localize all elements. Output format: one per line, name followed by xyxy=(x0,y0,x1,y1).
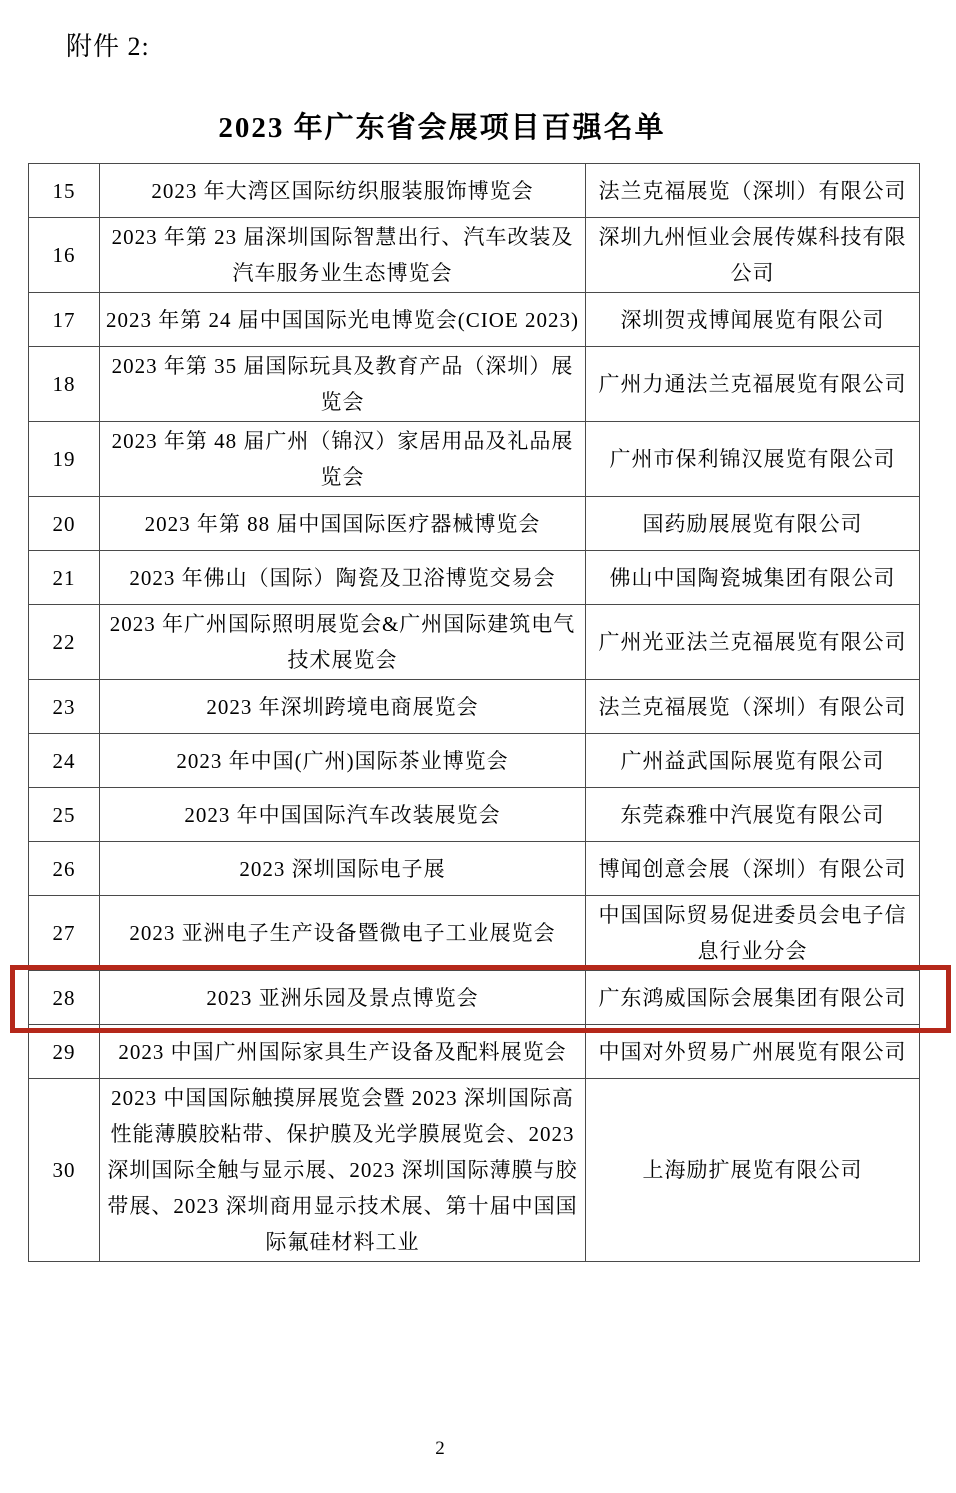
rank-cell: 17 xyxy=(29,293,100,346)
project-name-cell: 2023 年第 23 届深圳国际智慧出行、汽车改装及汽车服务业生态博览会 xyxy=(100,218,586,292)
table-row xyxy=(29,218,919,293)
organizer-cell: 博闻创意会展（深圳）有限公司 xyxy=(598,856,907,881)
table-row xyxy=(29,422,919,497)
table-row xyxy=(29,680,919,734)
rank-cell: 18 xyxy=(29,347,100,421)
project-name-cell: 2023 深圳国际电子展 xyxy=(100,842,586,895)
organizer-cell: 国药励展展览有限公司 xyxy=(642,511,863,536)
attachment-label: 附件 2: xyxy=(66,32,150,61)
project-name-cell: 2023 亚洲电子生产设备暨微电子工业展览会 xyxy=(100,896,586,970)
table-row xyxy=(29,347,919,422)
table-row xyxy=(29,1025,919,1079)
rank-cell: 28 xyxy=(29,971,100,1024)
project-name-cell: 2023 亚洲乐园及景点博览会 xyxy=(100,971,586,1024)
table-row xyxy=(29,293,919,347)
rank-cell: 27 xyxy=(29,896,100,970)
organizer-cell: 上海励扩展览有限公司 xyxy=(642,1158,863,1182)
organizer-cell: 东莞森雅中汽展览有限公司 xyxy=(620,802,885,827)
rank-cell: 22 xyxy=(29,605,100,679)
rank-cell: 20 xyxy=(29,497,100,550)
project-name-cell: 2023 中国广州国际家具生产设备及配料展览会 xyxy=(100,1025,586,1078)
table-row xyxy=(29,164,919,218)
organizer-cell: 中国对外贸易广州展览有限公司 xyxy=(598,1039,907,1064)
organizer-cell: 法兰克福展览（深圳）有限公司 xyxy=(598,694,907,719)
rank-cell: 15 xyxy=(29,164,100,217)
rank-cell: 21 xyxy=(29,551,100,604)
table-row xyxy=(29,734,919,788)
rank-table xyxy=(28,163,920,1262)
page-number: 2 xyxy=(435,1438,445,1459)
organizer-cell: 佛山中国陶瓷城集团有限公司 xyxy=(609,565,896,590)
organizer-cell: 广东鸿威国际会展集团有限公司 xyxy=(598,985,907,1010)
project-name-cell: 2023 年第 24 届中国国际光电博览会(CIOE 2023) xyxy=(100,293,586,346)
organizer-cell: 广州市保利锦汉展览有限公司 xyxy=(609,447,896,471)
table-row xyxy=(29,551,919,605)
table-row xyxy=(29,497,919,551)
table-row xyxy=(29,1079,919,1261)
table-row xyxy=(29,788,919,842)
organizer-cell: 中国国际贸易促进委员会电子信息行业分会 xyxy=(598,903,907,963)
organizer-cell: 广州光亚法兰克福展览有限公司 xyxy=(598,630,907,654)
rank-cell: 26 xyxy=(29,842,100,895)
rank-cell: 16 xyxy=(29,218,100,292)
project-name-cell: 2023 年佛山（国际）陶瓷及卫浴博览交易会 xyxy=(100,551,586,604)
table-row xyxy=(29,605,919,680)
project-name-cell: 2023 中国国际触摸屏展览会暨 2023 深圳国际高性能薄膜胶粘带、保护膜及光学膜展览会、2023 深圳国际全触与显示展、2023 深圳国际薄膜与胶带展、2023 深圳商用显示技术展、第十届中国国际氟硅材料工业 xyxy=(100,1079,586,1261)
project-name-cell: 2023 年中国(广州)国际茶业博览会 xyxy=(100,734,586,787)
organizer-cell: 深圳九州恒业会展传媒科技有限公司 xyxy=(598,225,907,285)
rank-cell: 29 xyxy=(29,1025,100,1078)
project-name-cell: 2023 年第 88 届中国国际医疗器械博览会 xyxy=(100,497,586,550)
rank-cell: 23 xyxy=(29,680,100,733)
rank-cell: 25 xyxy=(29,788,100,841)
project-name-cell: 2023 年第 35 届国际玩具及教育产品（深圳）展览会 xyxy=(100,347,586,421)
table-row xyxy=(29,896,919,971)
organizer-cell: 深圳贺戎博闻展览有限公司 xyxy=(620,307,885,332)
rank-cell: 30 xyxy=(29,1079,100,1261)
project-name-cell: 2023 年深圳跨境电商展览会 xyxy=(100,680,586,733)
project-name-cell: 2023 年中国国际汽车改装展览会 xyxy=(100,788,586,841)
organizer-cell: 广州力通法兰克福展览有限公司 xyxy=(598,372,907,396)
table-row xyxy=(29,971,919,1025)
rank-cell: 24 xyxy=(29,734,100,787)
rank-cell: 19 xyxy=(29,422,100,496)
organizer-cell: 广州益武国际展览有限公司 xyxy=(620,748,885,773)
organizer-cell: 法兰克福展览（深圳）有限公司 xyxy=(598,178,907,203)
page-title: 2023 年广东省会展项目百强名单 xyxy=(218,112,666,145)
project-name-cell: 2023 年第 48 届广州（锦汉）家居用品及礼品展览会 xyxy=(100,422,586,496)
project-name-cell: 2023 年大湾区国际纺织服装服饰博览会 xyxy=(100,164,586,217)
project-name-cell: 2023 年广州国际照明展览会&广州国际建筑电气技术展览会 xyxy=(100,605,586,679)
table-row xyxy=(29,842,919,896)
